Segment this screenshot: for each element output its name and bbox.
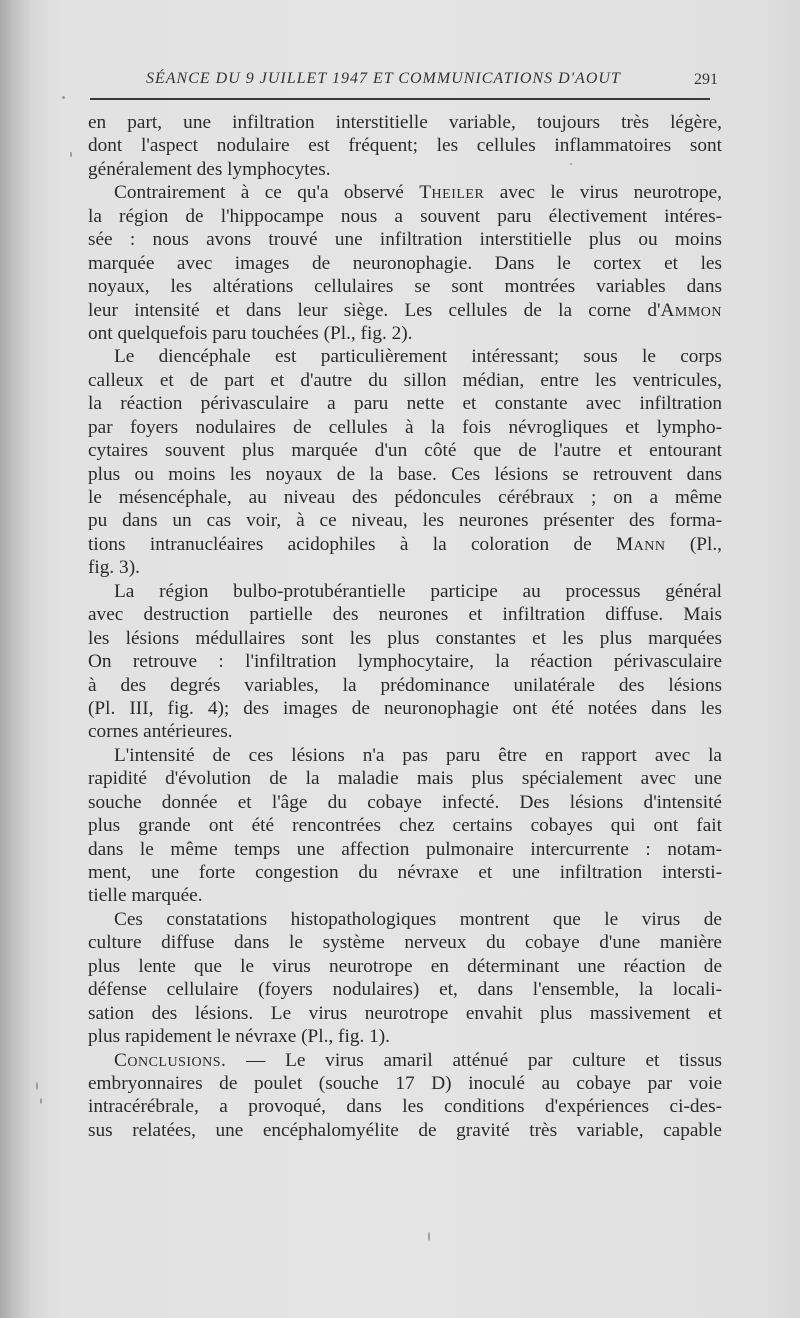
paper-speck xyxy=(70,152,72,157)
line-text: plus ou moins les noyaux de la base. Ces lésions se retrouvent dans xyxy=(88,463,722,485)
line-text: embryonnaires de poulet (souche 17 D) inoculé au cobaye par voie xyxy=(88,1072,722,1094)
line-text: dont l'aspect nodulaire est fréquent; les cellules inflammatoires sont xyxy=(88,135,722,157)
text-line xyxy=(88,463,722,486)
line-text: cornes antérieures. xyxy=(88,721,233,743)
line-text: rapidité d'évolution de la maladie mais plus spécialement avec une xyxy=(88,768,722,790)
text-line xyxy=(88,908,722,931)
line-text: avec destruction partielle des neurones et infiltration diffuse. Mais xyxy=(88,604,722,626)
text-line xyxy=(88,509,722,532)
line-text: en part, une infiltration interstitielle variable, toujours très légère, xyxy=(88,112,722,133)
text-line xyxy=(88,603,722,626)
text-line xyxy=(88,369,722,392)
line-text: plus grande ont été rencontrées chez certains cobayes qui ont fait xyxy=(88,815,722,837)
line-text: ont quelquefois paru touchées (Pl., fig. 2). xyxy=(88,322,413,344)
line-text: calleux et de part et d'autre du sillon médian, entre les ventricules, xyxy=(88,369,722,391)
line-text: défense cellulaire (foyers nodulaires) et, dans l'ensemble, la locali- xyxy=(88,979,722,1001)
line-text: le mésencéphale, au niveau des pédoncules cérébraux ; on a même xyxy=(88,487,722,508)
header-rule xyxy=(90,98,710,100)
line-text: L'intensité de ces lésions n'a pas paru être en rapport avec la xyxy=(114,744,722,766)
line-text: La région bulbo-protubérantielle participe au processus général xyxy=(114,580,722,602)
text-line xyxy=(88,205,722,228)
line-text: (Pl., xyxy=(665,533,722,555)
small-caps-name: Conclusions. xyxy=(114,1049,227,1071)
line-text: plus rapidement le névraxe (Pl., fig. 1). xyxy=(88,1026,390,1048)
text-line xyxy=(88,533,722,556)
line-text: leur intensité et dans leur siège. Les cellules de la corne d' xyxy=(88,299,661,321)
line-text: généralement des lymphocytes. xyxy=(88,158,331,180)
line-text: les lésions médullaires sont les plus constantes et les plus marquées xyxy=(88,627,722,649)
line-text: tions intranucléaires acidophiles à la coloration de xyxy=(88,533,617,555)
small-caps-name: Mann xyxy=(616,533,666,555)
line-text: marquée avec images de neuronophagie. Dans le cortex et les xyxy=(88,252,722,274)
line-text: — Le virus amaril atténué par culture et tissus xyxy=(226,1049,722,1071)
text-line xyxy=(88,650,722,673)
line-text: avec le virus neurotrope, xyxy=(484,182,722,204)
text-line xyxy=(88,299,722,322)
line-text: pu dans un cas voir, à ce niveau, les neurones présenter des forma- xyxy=(88,510,722,532)
small-caps-name: Theiler xyxy=(419,182,485,204)
paper-speck xyxy=(36,1082,38,1090)
text-line xyxy=(88,252,722,275)
page-number: 291 xyxy=(694,71,718,88)
text-line xyxy=(88,627,722,650)
body-text xyxy=(88,111,722,1142)
text-line xyxy=(88,861,722,884)
text-line xyxy=(88,322,722,345)
text-line xyxy=(88,931,722,954)
line-text: fig. 3). xyxy=(88,557,140,579)
text-line xyxy=(88,838,722,861)
text-line xyxy=(88,580,722,603)
line-text: cytaires souvent plus marquée d'un côté que de l'autre et entourant xyxy=(88,440,722,462)
line-text: sus relatées, une encéphalomyélite de gravité très variable, capable xyxy=(88,1119,722,1141)
line-text: tielle marquée. xyxy=(88,885,203,907)
line-text: intracérébrale, a provoqué, dans les conditions d'expériences ci-des- xyxy=(88,1096,722,1118)
text-line xyxy=(88,1002,722,1025)
line-text: Ces constatations histopathologiques montrent que le virus de xyxy=(114,908,722,930)
line-text: Le diencéphale est particulièrement intéressant; sous le corps xyxy=(114,346,722,368)
line-text: noyaux, les altérations cellulaires se sont montrées variables dans xyxy=(88,276,722,298)
text-line xyxy=(88,978,722,1001)
running-head: SÉANCE DU 9 JUILLET 1947 ET COMMUNICATIONS D'AOUT xyxy=(146,70,621,87)
text-line xyxy=(88,1072,722,1095)
small-caps-name: Ammon xyxy=(660,299,722,321)
paper-speck xyxy=(62,96,65,99)
text-line xyxy=(88,1049,722,1072)
text-line xyxy=(88,181,722,204)
text-line xyxy=(88,1095,722,1118)
text-line xyxy=(88,111,722,134)
text-line xyxy=(88,791,722,814)
text-line xyxy=(88,556,722,579)
text-line xyxy=(88,674,722,697)
line-text: ment, une forte congestion du névraxe et une infiltration intersti- xyxy=(88,862,722,883)
paper-speck xyxy=(570,163,572,165)
line-text: sée : nous avons trouvé une infiltration interstitielle plus ou moins xyxy=(88,229,722,251)
text-line xyxy=(88,1025,722,1048)
text-line xyxy=(88,486,722,509)
text-line xyxy=(88,720,722,743)
text-line xyxy=(88,228,722,251)
text-line xyxy=(88,697,722,720)
text-line xyxy=(88,345,722,368)
line-text: dans le même temps une affection pulmonaire intercurrente : notam- xyxy=(88,838,722,860)
line-text: culture diffuse dans le système nerveux du cobaye d'une manière xyxy=(88,932,722,954)
paper-speck xyxy=(428,1232,430,1241)
line-text: plus lente que le virus neurotrope en déterminant une réaction de xyxy=(88,955,722,977)
line-text: sation des lésions. Le virus neurotrope envahit plus massivement et xyxy=(88,1002,722,1024)
text-line xyxy=(88,955,722,978)
text-line xyxy=(88,744,722,767)
line-text: Contrairement à ce qu'a observé xyxy=(114,182,420,204)
line-text: souche donnée et l'âge du cobaye infecté. Des lésions d'intensité xyxy=(88,791,722,813)
text-line xyxy=(88,767,722,790)
line-text: la région de l'hippocampe nous a souvent paru électivement intéres- xyxy=(88,205,722,227)
text-line xyxy=(88,1119,722,1142)
text-line xyxy=(88,392,722,415)
text-line xyxy=(88,158,722,181)
text-line xyxy=(88,814,722,837)
text-line xyxy=(88,275,722,298)
text-line xyxy=(88,439,722,462)
page-gutter-shadow xyxy=(0,0,30,1318)
line-text: On retrouve : l'infiltration lymphocytaire, la réaction périvasculaire xyxy=(88,651,722,673)
line-text: la réaction périvasculaire a paru nette et constante avec infiltration xyxy=(88,393,722,415)
text-line xyxy=(88,416,722,439)
text-line xyxy=(88,884,722,907)
line-text: (Pl. III, fig. 4); des images de neuronophagie ont été notées dans les xyxy=(88,697,722,719)
text-line xyxy=(88,134,722,157)
line-text: à des degrés variables, la prédominance unilatérale des lésions xyxy=(88,674,722,696)
line-text: par foyers nodulaires de cellules à la fois névrogliques et lympho- xyxy=(88,416,722,438)
paper-speck xyxy=(40,1098,42,1104)
